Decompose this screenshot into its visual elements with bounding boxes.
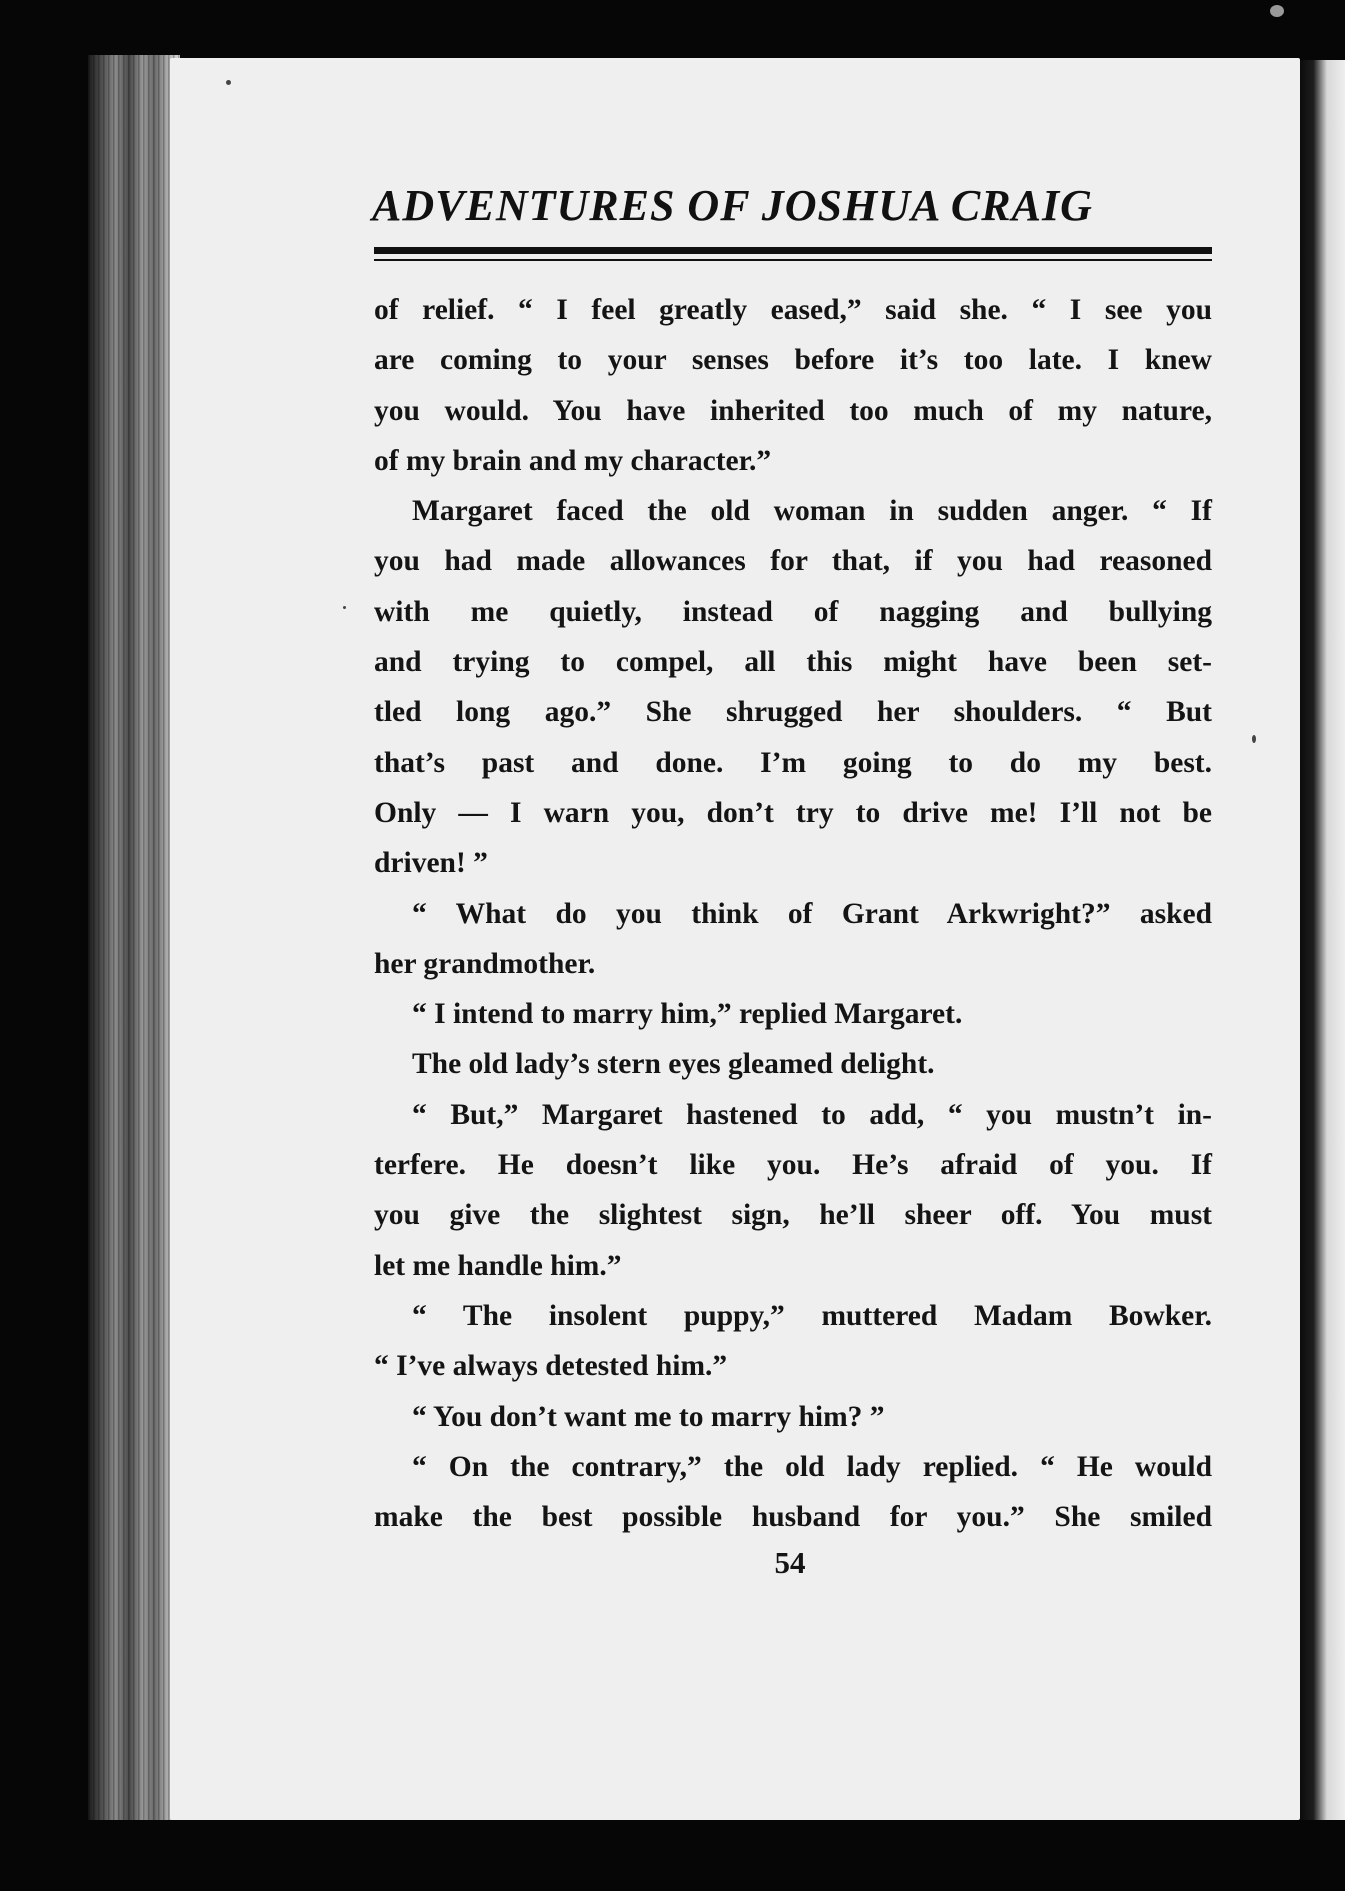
text-line: make the best possible husband for you.” She smiled xyxy=(374,1501,1212,1534)
text-line: let me handle him.” xyxy=(374,1249,622,1282)
text-line: “ On the contrary,” the old lady replied. “ He would xyxy=(412,1450,1212,1483)
text-line: you give the slightest sign, he’ll sheer off. You must xyxy=(374,1199,1212,1232)
text-line: “ The insolent puppy,” muttered Madam Bowker. xyxy=(412,1299,1212,1332)
running-head: ADVENTURES OF JOSHUA CRAIG xyxy=(372,181,1093,230)
text-line: of relief. “ I feel greatly eased,” said she. “ I see you xyxy=(374,294,1212,326)
text-line: of my brain and my character.” xyxy=(374,444,772,477)
text-line: “ I intend to marry him,” replied Margaret. xyxy=(412,998,963,1031)
text-line: tled long ago.” She shrugged her shoulders. “ But xyxy=(374,696,1212,729)
text-line: The old lady’s stern eyes gleamed delight. xyxy=(412,1048,935,1081)
text-line: “ But,” Margaret hastened to add, “ you mustn’t in- xyxy=(412,1098,1212,1131)
text-line: Margaret faced the old woman in sudden anger. “ If xyxy=(412,495,1212,528)
text-line: you had made allowances for that, if you had reasoned xyxy=(374,545,1212,578)
text-line: “ You don’t want me to marry him? ” xyxy=(412,1400,885,1433)
text-line: terfere. He doesn’t like you. He’s afraid of you. If xyxy=(374,1149,1212,1182)
text-line: that’s past and done. I’m going to do my best. xyxy=(374,746,1212,779)
header-rule-thin xyxy=(374,259,1212,261)
text-line: with me quietly, instead of nagging and bullying xyxy=(374,595,1212,628)
dust-speck xyxy=(226,80,231,85)
binding-texture xyxy=(88,55,180,1820)
dust-speck xyxy=(1270,5,1284,17)
facing-page-edge xyxy=(1300,60,1345,1820)
body-text xyxy=(374,285,1212,1542)
text-line: “ I’ve always detested him.” xyxy=(374,1350,728,1383)
text-line: and trying to compel, all this might have been set- xyxy=(374,646,1212,679)
dust-speck xyxy=(343,606,346,609)
text-line: Only — I warn you, don’t try to drive me! I’ll not be xyxy=(374,796,1212,829)
text-line: “ What do you think of Grant Arkwright?” asked xyxy=(412,897,1212,930)
header-rule-thick xyxy=(374,247,1212,254)
text-line: are coming to your senses before it’s too late. I knew xyxy=(374,344,1212,377)
text-line: you would. You have inherited too much of my nature, xyxy=(374,394,1212,427)
page-number: 54 xyxy=(774,1545,806,1580)
dust-speck xyxy=(1252,735,1256,743)
text-line: driven! ” xyxy=(374,847,488,880)
text-line: her grandmother. xyxy=(374,947,596,980)
